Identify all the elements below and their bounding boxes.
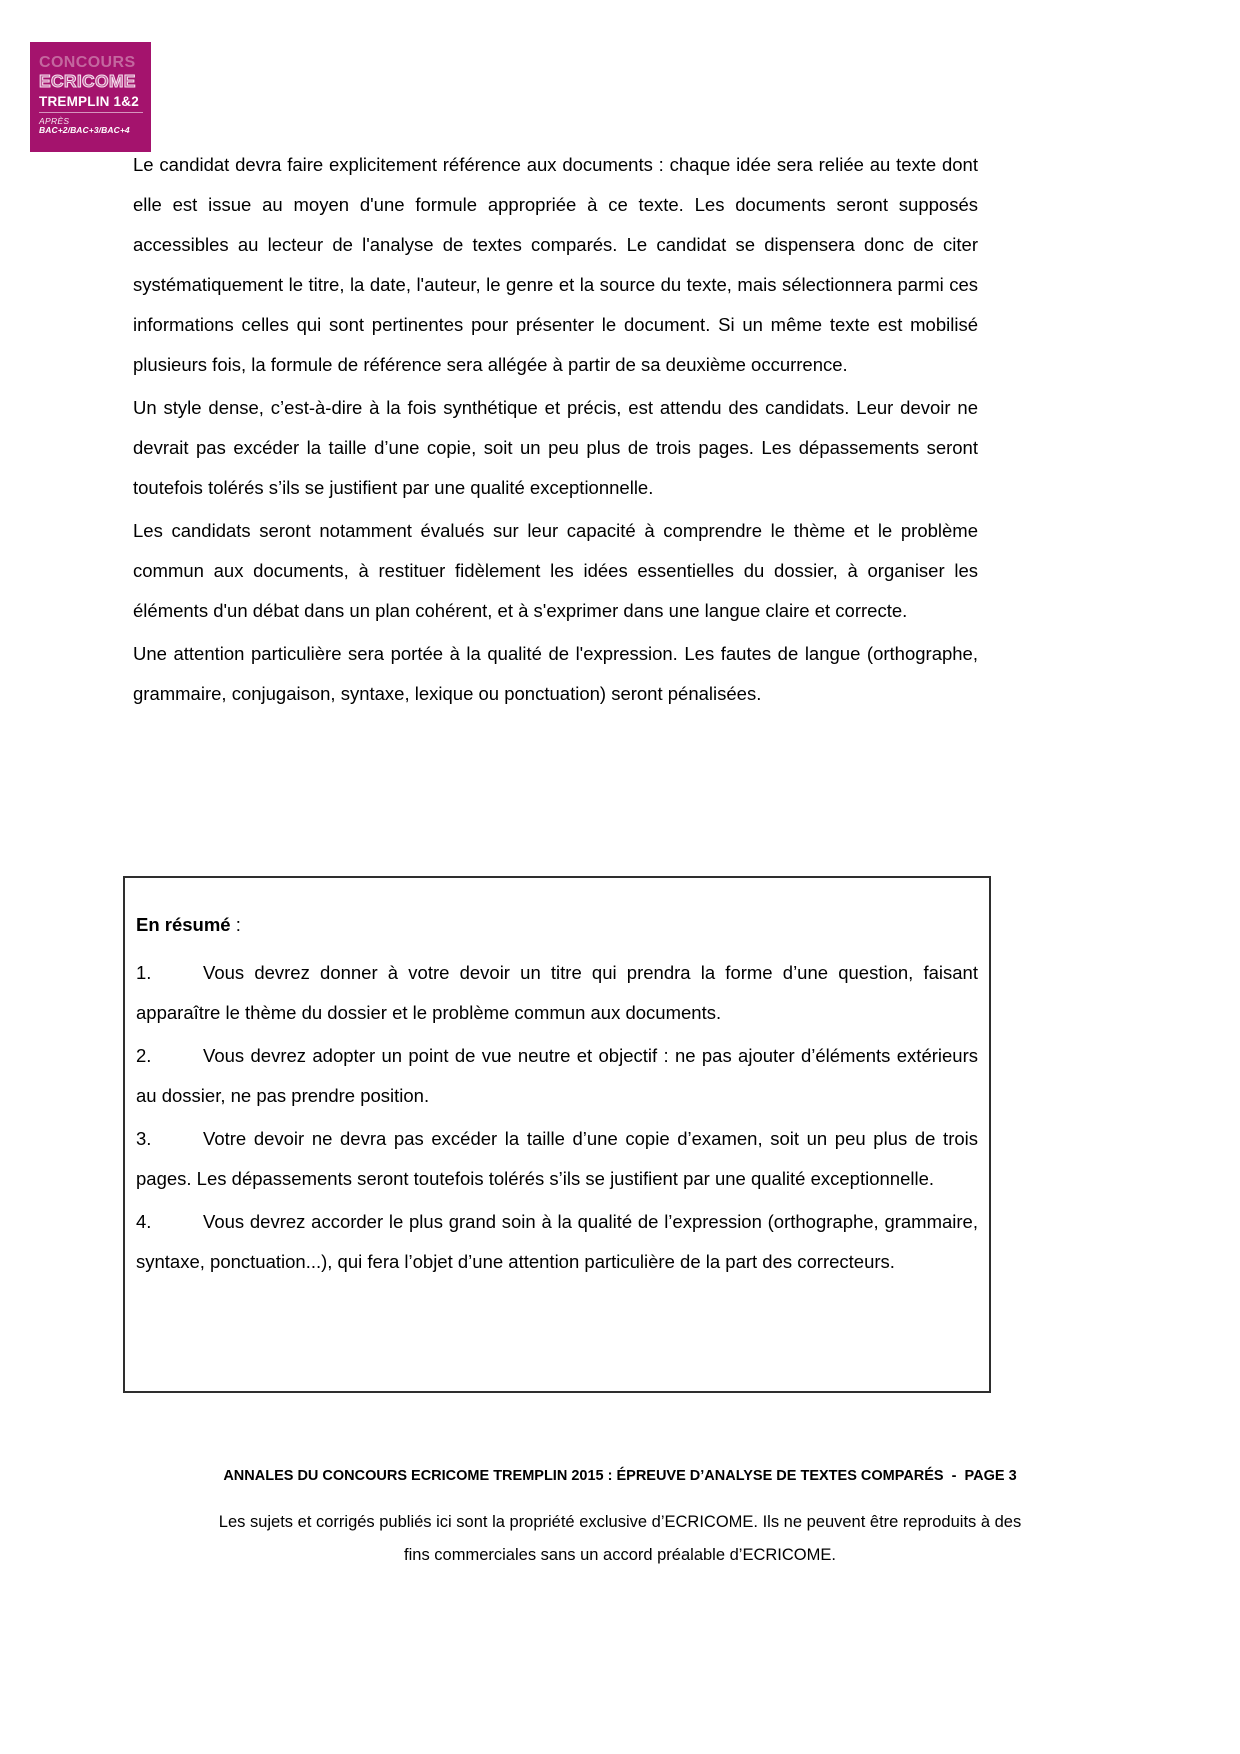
summary-item-2	[136, 1036, 978, 1116]
item-number: 3.	[136, 1128, 152, 1149]
item-number: 2.	[136, 1045, 152, 1066]
summary-item-1	[136, 953, 978, 1033]
logo-text-apres: APRÈS	[39, 115, 70, 126]
item-text: Votre devoir ne devra pas excéder la taille d’une copie d’examen, soit un peu plus de trois pages. Les dépassements seront toutefois tolérés s’ils se justifient par une qualité exceptionnelle.	[136, 1128, 978, 1189]
copyright-note	[0, 1506, 1240, 1572]
copyright-line-2: fins commerciales sans un accord préalable d’ECRICOME.	[404, 1546, 836, 1564]
item-number: 1.	[136, 962, 152, 983]
logo-text-concours: CONCOURS	[39, 54, 136, 71]
page-footer-annales: ANNALES DU CONCOURS ECRICOME TREMPLIN 2015 : ÉPREUVE D’ANALYSE DE TEXTES COMPARÉS - PAGE 3	[223, 1468, 1017, 1484]
summary-title-colon: :	[230, 914, 241, 935]
logo-divider	[39, 112, 143, 113]
ecricome-logo	[30, 42, 151, 152]
paragraph-expression: Une attention particulière sera portée à la qualité de l'expression. Les fautes de langue (orthographe, grammaire, conjugaison, syntaxe, lexique ou ponctuation) seront pénalisées.	[133, 643, 978, 704]
item-number: 4.	[136, 1211, 152, 1232]
item-text: Vous devrez accorder le plus grand soin à la qualité de l’expression (orthographe, grammaire, syntaxe, ponctuation...), qui fera l’objet d’une attention particulière de la part des correcteurs.	[136, 1211, 978, 1272]
paragraph-style: Un style dense, c’est-à-dire à la fois synthétique et précis, est attendu des candidats. Leur devoir ne devrait pas excéder la taille d’une copie, soit un peu plus de trois pages. Les dépassements seront toutefois tolérés s’ils se justifient par une qualité exceptionnelle.	[133, 397, 978, 498]
body-text	[133, 145, 978, 717]
item-text: Vous devrez adopter un point de vue neutre et objectif : ne pas ajouter d’éléments extérieurs au dossier, ne pas prendre position.	[136, 1045, 978, 1106]
summary-item-3	[136, 1119, 978, 1199]
logo-text-bac: BAC+2/BAC+3/BAC+4	[39, 125, 130, 136]
summary-box	[123, 876, 991, 1393]
paragraph-references: Le candidat devra faire explicitement référence aux documents : chaque idée sera reliée au texte dont elle est issue au moyen d'une formule appropriée à ce texte. Les documents seront supposés accessibles au lecteur de l'analyse de textes comparés. Le candidat se dispensera donc de citer systématiquement le titre, la date, l'auteur, le genre et la source du texte, mais sélectionnera parmi ces informations celles qui sont pertinentes pour présenter le document. Si un même texte est mobilisé plusieurs fois, la formule de référence sera allégée à partir de sa deuxième occurrence.	[133, 154, 978, 375]
summary-box-title	[136, 905, 978, 945]
summary-item-4	[136, 1202, 978, 1282]
item-text: Vous devrez donner à votre devoir un titre qui prendra la forme d’une question, faisant apparaître le thème du dossier et le problème commun aux documents.	[136, 962, 978, 1023]
logo-text-ecricome: ECRICOME	[39, 70, 136, 91]
copyright-line-1: Les sujets et corrigés publiés ici sont la propriété exclusive d’ECRICOME. Ils ne peuvent être reproduits à des	[218, 1513, 1022, 1531]
paragraph-evaluation: Les candidats seront notamment évalués sur leur capacité à comprendre le thème et le problème commun aux documents, à restituer fidèlement les idées essentielles du dossier, à organiser les éléments d'un débat dans un plan cohérent, et à s'exprimer dans une langue claire et correcte.	[133, 520, 978, 621]
logo-text-tremplin: TREMPLIN 1&2	[39, 93, 139, 109]
summary-title-text: En résumé	[136, 914, 231, 935]
